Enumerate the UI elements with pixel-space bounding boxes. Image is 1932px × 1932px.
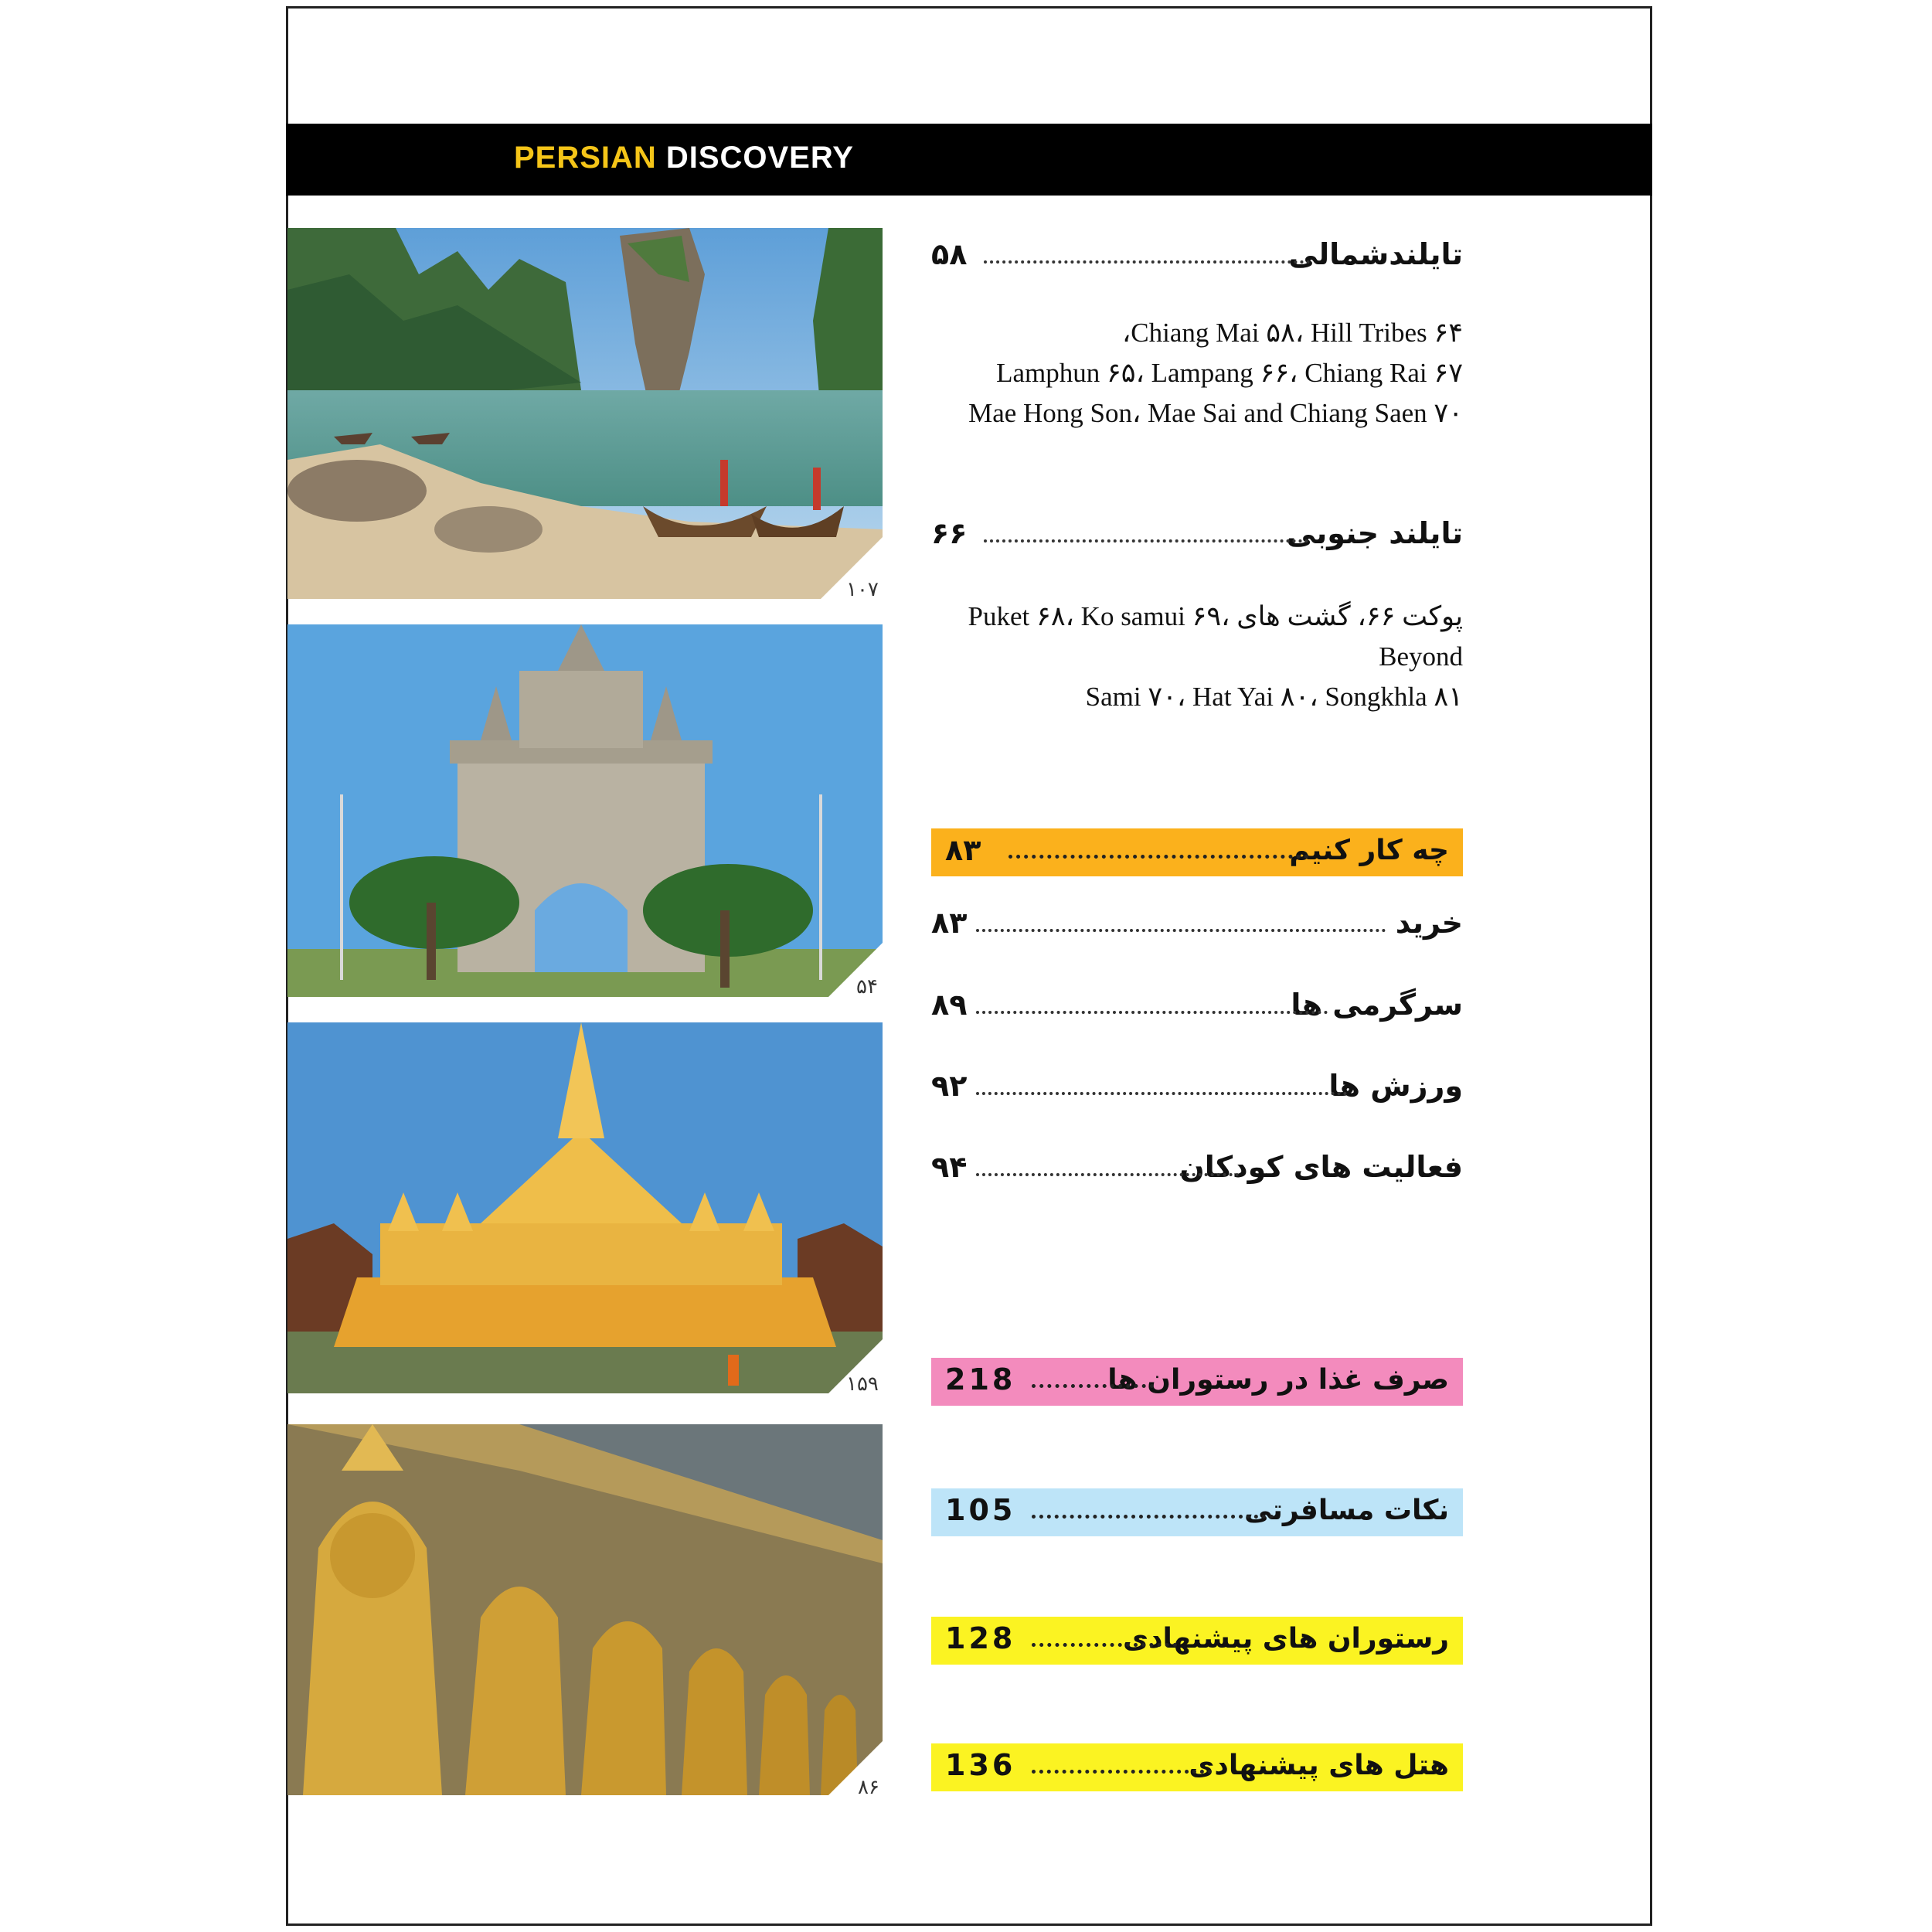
- dot-leader: [1032, 1643, 1177, 1647]
- photo-page-number: ۱۰۷: [846, 578, 879, 601]
- photo-page-number: ۱۵۹: [846, 1372, 879, 1396]
- toc-page: ۸۳: [945, 833, 981, 867]
- toc-title: تایلندشمالی: [1288, 237, 1463, 271]
- toc-title: خرید: [1395, 906, 1463, 940]
- toc-title: فعالیت های کودکان: [1179, 1150, 1463, 1184]
- sublist-line: Sami ۷۰، Hat Yai ۸۰، Songkhla ۸۱: [1085, 682, 1463, 712]
- header-banner: [286, 124, 1652, 196]
- toc-title: ورزش ها: [1328, 1069, 1463, 1103]
- brand-title: [514, 141, 854, 175]
- dot-leader: [976, 1011, 1328, 1014]
- toc-page: 105: [945, 1493, 1016, 1527]
- dot-leader: [1032, 1384, 1154, 1388]
- toc-title: تایلند جنوبی: [1286, 516, 1463, 550]
- toc-sublist-south: [931, 597, 1463, 717]
- sublist-line: Mae Hong Son، Mae Sai and Chiang Saen ۷۰: [968, 398, 1463, 428]
- toc-page: 136: [945, 1748, 1016, 1782]
- toc-entry-entertainment[interactable]: [931, 988, 1463, 1034]
- toc-section-recommended-restaurants[interactable]: [931, 1617, 1463, 1665]
- dot-leader: [976, 1173, 1239, 1176]
- toc-section-dining[interactable]: [931, 1358, 1463, 1406]
- photo-page-number: ۸۶: [858, 1776, 879, 1799]
- toc-entry-north-thailand[interactable]: [931, 237, 1463, 284]
- toc-page: 128: [945, 1621, 1016, 1655]
- dot-leader: [976, 1092, 1347, 1095]
- brand-word-discovery: DISCOVERY: [665, 141, 854, 175]
- dot-leader: [976, 929, 1386, 932]
- sublist-line: پوکت ۶۶، گشت های Puket ۶۸، Ko samui ۶۹، Beyond: [968, 601, 1463, 672]
- photo-patuxai-gate: [287, 624, 883, 997]
- photo-golden-stupa: [287, 1022, 883, 1393]
- toc-page: ۹۴: [931, 1150, 968, 1184]
- toc-title: رستوران های پیشنهادی: [1122, 1623, 1449, 1655]
- dot-leader: [1032, 1770, 1212, 1774]
- photo-page-number: ۵۴: [856, 975, 878, 998]
- toc-section-activities[interactable]: [931, 828, 1463, 876]
- dot-leader: [1009, 855, 1308, 859]
- toc-page: ۸۹: [931, 988, 968, 1022]
- toc-section-travel-tips[interactable]: [931, 1488, 1463, 1536]
- dot-leader: [984, 260, 1310, 264]
- toc-title: نکات مسافرتی: [1243, 1495, 1449, 1526]
- toc-title: هتل های پیشنهادی: [1189, 1750, 1449, 1781]
- toc-entry-shopping[interactable]: [931, 906, 1463, 952]
- toc-page: ۶۶: [931, 516, 968, 550]
- brand-word-persian: PERSIAN: [514, 141, 657, 175]
- toc-title: صرف غذا در رستوران ها: [1107, 1364, 1449, 1396]
- photo-karst-bay: [287, 228, 883, 599]
- toc-entry-south-thailand[interactable]: [931, 516, 1463, 563]
- sublist-line: Lamphun ۶۵، Lampang ۶۶، Chiang Rai ۶۷: [996, 358, 1463, 388]
- toc-title: چه کار کنیم: [1289, 835, 1449, 866]
- toc-entry-sports[interactable]: [931, 1069, 1463, 1115]
- photo-garuda-statues: [287, 1424, 883, 1795]
- dot-leader: [984, 539, 1308, 543]
- toc-entry-kids-activities[interactable]: [931, 1150, 1463, 1196]
- toc-page: 218: [945, 1362, 1016, 1396]
- toc-sublist-north: [931, 313, 1463, 434]
- dot-leader: [1032, 1515, 1274, 1519]
- toc-page: ۸۳: [931, 906, 968, 940]
- toc-section-recommended-hotels[interactable]: [931, 1743, 1463, 1791]
- sublist-line: Chiang Mai ۵۸، Hill Tribes ۶۴،: [1121, 318, 1463, 348]
- toc-page: ۹۲: [931, 1069, 968, 1103]
- toc-page: ۵۸: [931, 237, 968, 271]
- toc-title: سرگرمی ها: [1291, 988, 1463, 1022]
